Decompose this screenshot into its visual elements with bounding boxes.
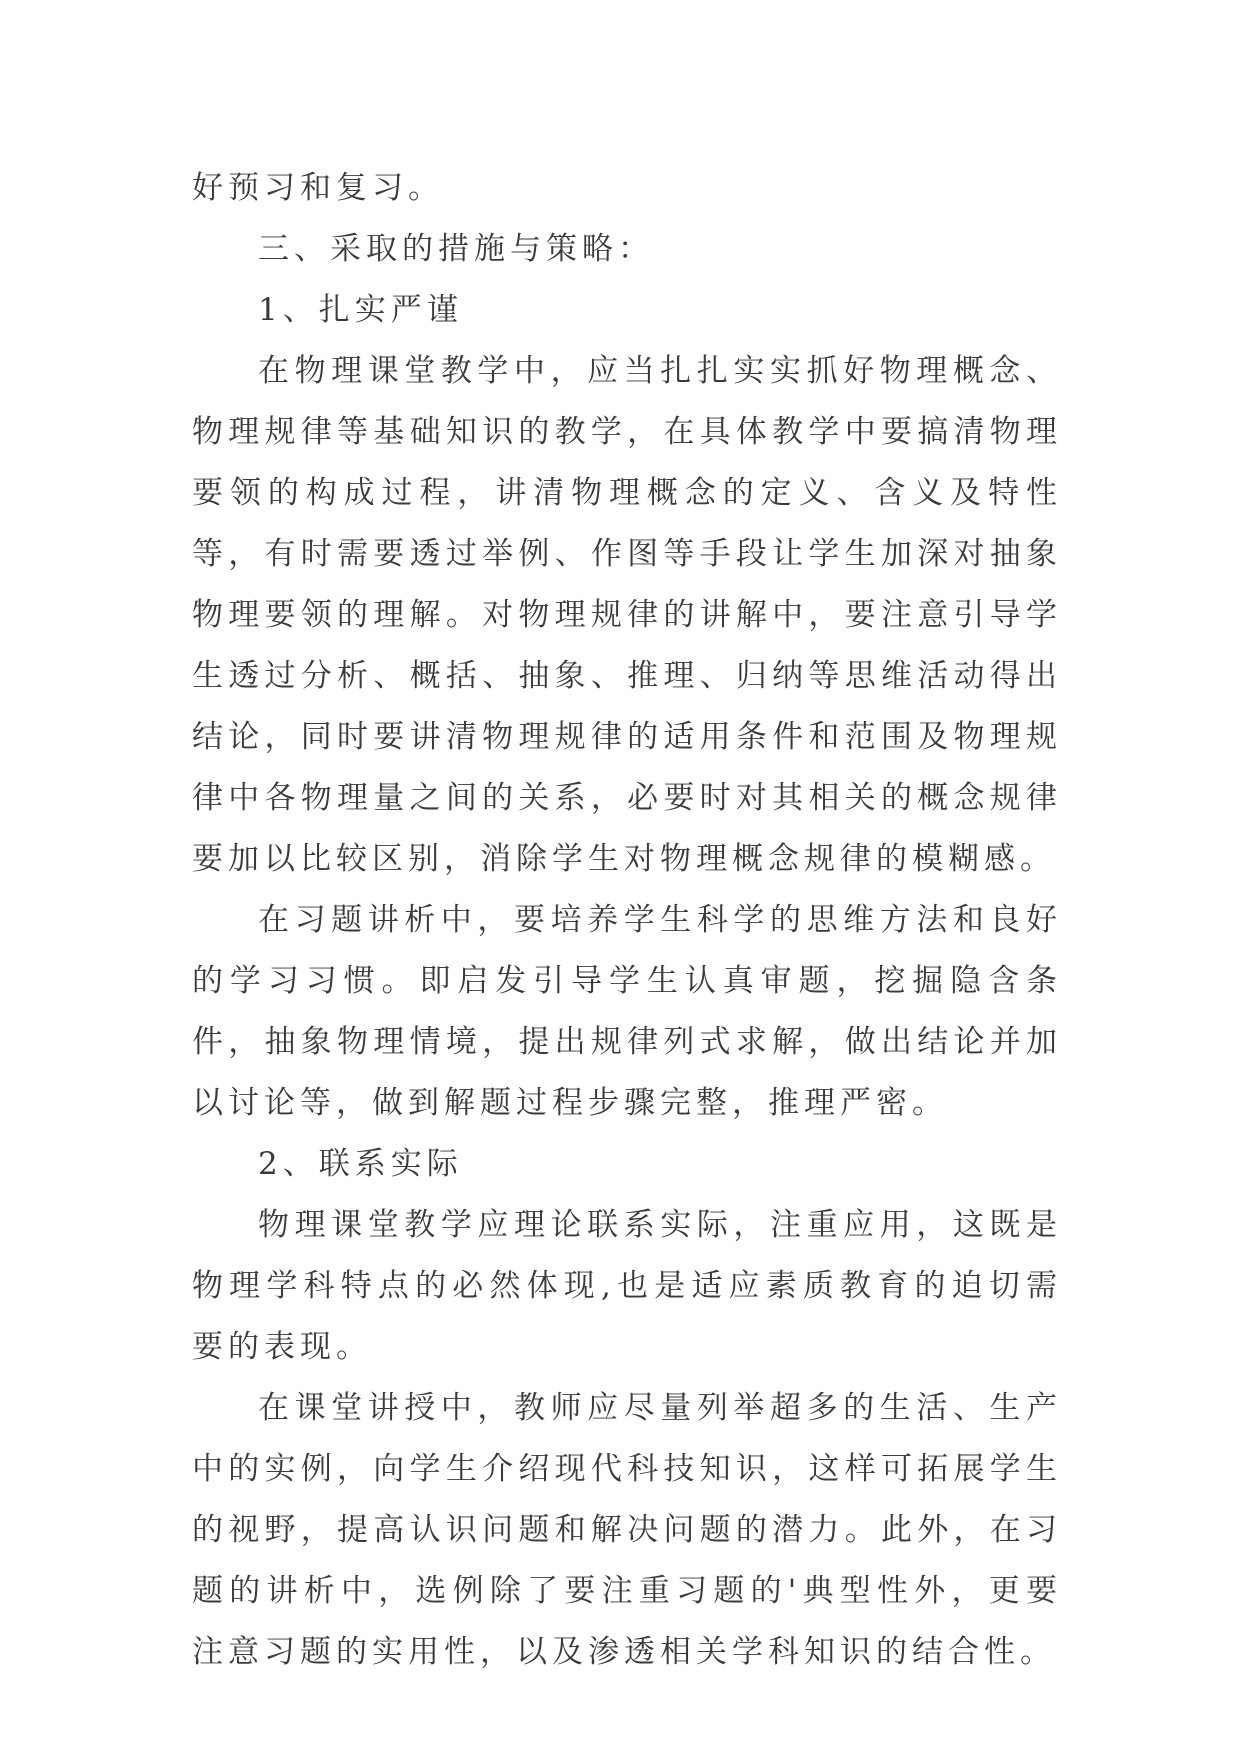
paragraph-theory-practice: 物理课堂教学应理论联系实际，注重应用，这既是物理学科特点的必然体现,也是适应素质教育的迫切需要的表现。 — [192, 1207, 1062, 1365]
paragraph-classroom-examples: 在课堂讲授中，教师应尽量列举超多的生活、生产中的实例，向学生介绍现代科技知识，这样可拓展学生的视野，提高认识问题和解决问题的潜力。此外，在习题的讲析中，选例除了要注重习题的'典型性外，更要注意习题的实用性，以及渗透相关学科知识的结合性。 — [192, 1390, 1062, 1670]
paragraph-concepts-teaching: 在物理课堂教学中，应当扎扎实实抓好物理概念、物理规律等基础知识的教学，在具体教学中要搞清物理要领的构成过程，讲清物理概念的定义、含义及特性等，有时需要透过举例、作图等手段让学生加深对抽象物理要领的理解。对物理规律的讲解中，要注意引导学生透过分析、概括、抽象、推理、归纳等思维活动得出结论，同时要讲清物理规律的适用条件和范围及物理规律中各物理量之间的关系，必要时对其相关的概念规律要加以比较区别，消除学生对物理概念规律的模糊感。 — [192, 353, 1062, 877]
subheading-solid-rigorous: 1、扎实严谨 — [258, 292, 463, 328]
document-body — [192, 158, 1062, 1683]
paragraph-exercise-analysis: 在习题讲析中，要培养学生科学的思维方法和良好的学习习惯。即启发引导学生认真审题，挖掘隐含条件，抽象物理情境，提出规律列式求解，做出结论并加以讨论等，做到解题过程步骤完整，推理严密。 — [192, 902, 1062, 1121]
paragraph-continuation: 好预习和复习。 — [192, 170, 444, 206]
subheading-connect-practice: 2、联系实际 — [258, 1146, 463, 1182]
section-heading-measures: 三、采取的措施与策略： — [258, 231, 654, 267]
